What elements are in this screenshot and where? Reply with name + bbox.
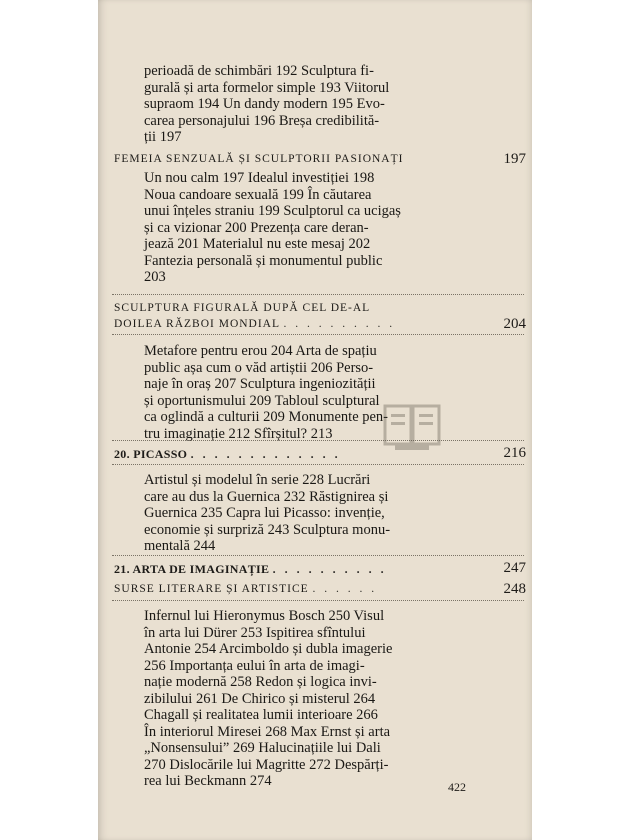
chapter-page-number: 216 xyxy=(503,445,526,461)
leader-dots: . . . . . . . . . . xyxy=(283,318,396,330)
body-line: supraom 194 Un dandy modern 195 Evo- xyxy=(144,96,385,112)
body-line: Chagall și realitatea lumii interioare 266 xyxy=(144,707,378,723)
body-line: 270 Dislocările lui Magritte 272 Despărți- xyxy=(144,756,389,773)
chapter-page-number: 247 xyxy=(503,560,526,576)
section-heading-line: DOILEA RĂZBOI MONDIAL xyxy=(114,318,280,330)
body-line: mentală 244 xyxy=(144,538,216,554)
entry-body xyxy=(144,63,504,146)
body-line: 203 xyxy=(144,269,166,285)
body-line: Un nou calm 197 Idealul investiției 198 xyxy=(144,170,375,186)
dotted-separator xyxy=(112,294,524,295)
body-line: ca oglindă a culturii 209 Monumente pen- xyxy=(144,409,389,425)
body-line: Infernul lui Hieronymus Bosch 250 Visul xyxy=(144,608,385,624)
body-line: Noua candoare sexuală 199 În căutarea xyxy=(144,186,372,203)
body-line: carea personajului 196 Breșa credibilită- xyxy=(144,112,380,129)
dotted-separator xyxy=(112,555,524,556)
chapter-title: 20. PICASSO xyxy=(114,447,188,461)
body-line: economie și surpriză 243 Sculptura monu- xyxy=(144,521,391,538)
body-line: și ca vizionar 200 Prezența care deran- xyxy=(144,219,369,236)
body-line: și oportunismului 209 Tabloul sculptural xyxy=(144,392,380,409)
body-line: Artistul și modelul în serie 228 Lucrări xyxy=(144,472,371,488)
chapter-heading xyxy=(114,562,524,577)
chapter-heading xyxy=(114,447,524,462)
body-line: nație modernă 258 Redon și logica invi- xyxy=(144,674,377,690)
body-line: naje în oraș 207 Sculptura ingeniozității xyxy=(144,376,376,392)
body-line: public așa cum o văd artiștii 206 Perso- xyxy=(144,359,374,376)
dotted-separator xyxy=(112,334,524,335)
dotted-separator xyxy=(112,440,524,441)
book-page xyxy=(98,0,532,840)
body-line: „Nonsensului” 269 Halucinațiile lui Dali xyxy=(144,740,381,756)
body-line: în arta lui Dürer 253 Ispitirea sfîntului xyxy=(144,624,366,641)
chapter-title: 21. ARTA DE IMAGINAȚIE xyxy=(114,562,270,576)
body-line: rea lui Beckmann 274 xyxy=(144,773,272,789)
section-heading: SCULPTURA FIGURALĂ DUPĂ CEL DE-AL xyxy=(114,302,371,314)
section-page-number: 197 xyxy=(503,151,526,167)
body-line: Metafore pentru erou 204 Arta de spațiu xyxy=(144,343,377,359)
leader-dots: . . . . . . xyxy=(312,583,378,595)
folio-number: 422 xyxy=(448,780,466,794)
body-line: În interiorul Miresei 268 Max Ernst și arta xyxy=(144,723,391,740)
body-line: gurală și arta formelor simple 193 Viitorul xyxy=(144,79,390,96)
entry-body xyxy=(144,170,504,286)
section-title: SURSE LITERARE ȘI ARTISTICE xyxy=(114,583,309,595)
section-heading: FEMEIA SENZUALĂ ȘI SCULPTORII PASIONAȚI xyxy=(114,153,404,165)
section-heading-cont xyxy=(114,318,524,330)
body-line: jează 201 Materialul nu este mesaj 202 xyxy=(144,236,371,252)
dotted-separator xyxy=(112,464,524,465)
body-line: Guernica 235 Capra lui Picasso: invenție, xyxy=(144,505,385,521)
body-line: unui înțeles straniu 199 Sculptorul ca ucigaș xyxy=(144,203,401,219)
entry-body xyxy=(144,608,504,790)
bookstore-logo-icon xyxy=(381,400,443,454)
body-line: perioadă de schimbări 192 Sculptura fi- xyxy=(144,63,374,79)
section-page-number: 248 xyxy=(503,581,526,597)
body-line: zibilului 261 De Chirico și misterul 264 xyxy=(144,690,376,707)
body-line: Antonie 254 Arcimboldo și dubla imagerie xyxy=(144,641,393,657)
body-line: tru imaginație 212 Sfîrșitul? 213 xyxy=(144,425,333,442)
entry-body xyxy=(144,472,504,555)
leader-dots: . . . . . . . . . . xyxy=(272,562,387,576)
section-heading xyxy=(114,583,524,595)
dotted-separator xyxy=(112,600,524,601)
body-line: ții 197 xyxy=(144,129,182,145)
body-line: Fantezia personală și monumentul public xyxy=(144,252,383,269)
section-page-number: 204 xyxy=(503,316,526,332)
body-line: care au dus la Guernica 232 Răstignirea și xyxy=(144,488,389,505)
leader-dots: . . . . . . . . . . . . . xyxy=(190,447,341,461)
entry-body xyxy=(144,343,504,442)
body-line: 256 Importanța eului în arta de imagi- xyxy=(144,657,365,674)
